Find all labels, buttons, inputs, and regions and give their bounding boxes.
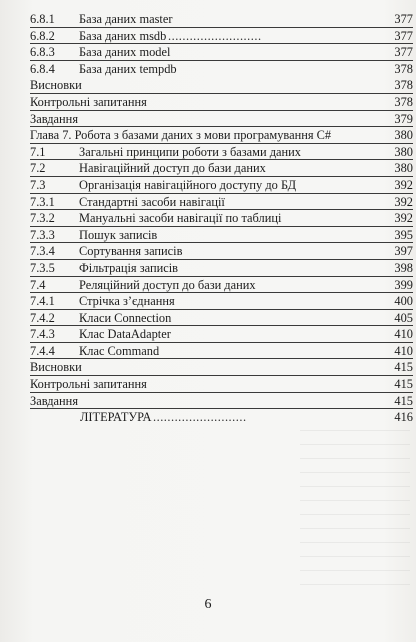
- toc-entry: [30, 359, 413, 376]
- toc-entry: [30, 127, 413, 144]
- toc-entry: [30, 326, 413, 343]
- toc-entry-leader: ..........................: [168, 28, 262, 43]
- toc-entry: [30, 243, 413, 260]
- toc-entry-title: Стандартні засоби навігації: [79, 194, 225, 209]
- toc-entry-title: Глава 7. Робота з базами даних з мови програмування C#: [30, 128, 332, 143]
- toc-entry: [30, 227, 413, 244]
- toc-entry-page: 398: [394, 260, 413, 275]
- toc-entry-page: 378: [394, 94, 413, 109]
- toc-entry-page: 377: [394, 28, 413, 43]
- toc-entry-number: 7.4: [30, 277, 46, 292]
- toc-entry-page: 377: [394, 45, 413, 60]
- toc-entry-page: 405: [394, 310, 413, 325]
- toc-entry-title: Висновки: [30, 360, 82, 375]
- toc-entry-title: ЛІТЕРАТУРА: [80, 410, 152, 425]
- toc-entry-page: 380: [394, 161, 413, 176]
- toc-entry-title: Контрольні запитання: [30, 377, 147, 392]
- toc-entry-number: 7.4.4: [30, 343, 55, 358]
- toc-entry-title: Реляційний доступ до бази даних: [79, 277, 256, 292]
- table-of-contents: [30, 11, 413, 426]
- toc-entry: [30, 28, 413, 45]
- toc-entry-title: Загальні принципи роботи з базами даних: [79, 144, 302, 159]
- toc-entry: [30, 11, 413, 28]
- toc-entry-page: 378: [394, 61, 413, 76]
- toc-entry-number: 7.3.1: [30, 194, 55, 209]
- toc-entry-title: База даних msdb: [79, 28, 167, 43]
- toc-entry: [30, 376, 413, 393]
- toc-entry-page: 416: [394, 410, 413, 425]
- toc-entry-number: 7.3: [30, 177, 46, 192]
- toc-entry-title: Завдання: [30, 111, 79, 126]
- toc-entry: [30, 160, 413, 177]
- toc-entry-number: 6.8.4: [30, 61, 55, 76]
- toc-entry-title: Навігаційний доступ до бази даних: [79, 161, 266, 176]
- toc-entry: [30, 210, 413, 227]
- toc-entry-title: Клас DataAdapter: [79, 327, 171, 342]
- toc-entry-page: 415: [394, 360, 413, 375]
- toc-entry-number: 7.4.2: [30, 310, 55, 325]
- toc-entry-number: 7.3.5: [30, 260, 55, 275]
- toc-entry-number: 7.4.1: [30, 294, 55, 309]
- toc-entry-page: 399: [394, 277, 413, 292]
- toc-entry-number: 7.2: [30, 161, 46, 176]
- toc-entry-leader: ..........................: [153, 410, 247, 425]
- toc-entry-title: Мануальні засоби навігації по таблиці: [79, 211, 282, 226]
- toc-entry: [30, 343, 413, 360]
- toc-entry: [30, 260, 413, 277]
- toc-entry-title: Клас Command: [79, 343, 160, 358]
- toc-entry-title: База даних model: [79, 45, 171, 60]
- page-number: 6: [204, 597, 212, 612]
- toc-entry-page: 392: [394, 194, 413, 209]
- toc-entry-title: Контрольні запитання: [30, 94, 147, 109]
- toc-entry-number: 7.3.3: [30, 227, 55, 242]
- toc-entry: [30, 194, 413, 211]
- toc-entry-page: 379: [394, 111, 413, 126]
- toc-entry-page: 392: [394, 177, 413, 192]
- toc-entry-title: Організація навігаційного доступу до БД: [79, 177, 297, 192]
- toc-entry-page: 395: [394, 227, 413, 242]
- toc-entry: [30, 111, 413, 128]
- toc-entry-page: 415: [394, 377, 413, 392]
- toc-entry: [30, 44, 413, 61]
- toc-entry-title: База даних tempdb: [79, 61, 177, 76]
- toc-entry-number: 6.8.2: [30, 28, 55, 43]
- toc-entry: [30, 277, 413, 294]
- toc-entry-title: Стрічка з’єднання: [79, 294, 175, 309]
- toc-entry-number: 7.3.4: [30, 244, 55, 259]
- toc-entry-title: Пошук записів: [79, 227, 158, 242]
- toc-entry-page: 397: [394, 244, 413, 259]
- toc-entry-number: 6.8.1: [30, 12, 55, 26]
- toc-entry-number: 7.1: [30, 144, 46, 159]
- toc-entry-page: 392: [394, 211, 413, 226]
- toc-entry-number: 7.3.2: [30, 211, 55, 226]
- toc-entry: [30, 177, 413, 194]
- toc-entry-page: 377: [394, 12, 413, 26]
- toc-entry-title: Фільтрація записів: [79, 260, 179, 275]
- toc-entry: [30, 409, 413, 426]
- toc-entry: [30, 393, 413, 410]
- toc-entry-page: 400: [394, 294, 413, 309]
- toc-entry-page: 378: [394, 78, 413, 93]
- toc-entry: [30, 144, 413, 161]
- toc-entry-number: 6.8.3: [30, 45, 55, 60]
- toc-entry-number: 7.4.3: [30, 327, 55, 342]
- toc-entry-page: 415: [394, 393, 413, 408]
- toc-entry: [30, 94, 413, 111]
- toc-entry: [30, 293, 413, 310]
- toc-entry-page: 410: [394, 343, 413, 358]
- show-through-texture: [300, 430, 410, 590]
- toc-entry-title: База даних master: [79, 12, 173, 26]
- toc-entry-page: 380: [394, 144, 413, 159]
- toc-entry-title: Завдання: [30, 393, 79, 408]
- toc-entry-title: Класи Connection: [79, 310, 172, 325]
- toc-entry-title: Висновки: [30, 78, 82, 93]
- toc-entry: [30, 310, 413, 327]
- toc-entry: [30, 61, 413, 78]
- toc-entry-title: Сортування записів: [79, 244, 183, 259]
- toc-entry-page: 380: [394, 128, 413, 143]
- toc-entry: [30, 77, 413, 94]
- toc-entry-page: 410: [394, 327, 413, 342]
